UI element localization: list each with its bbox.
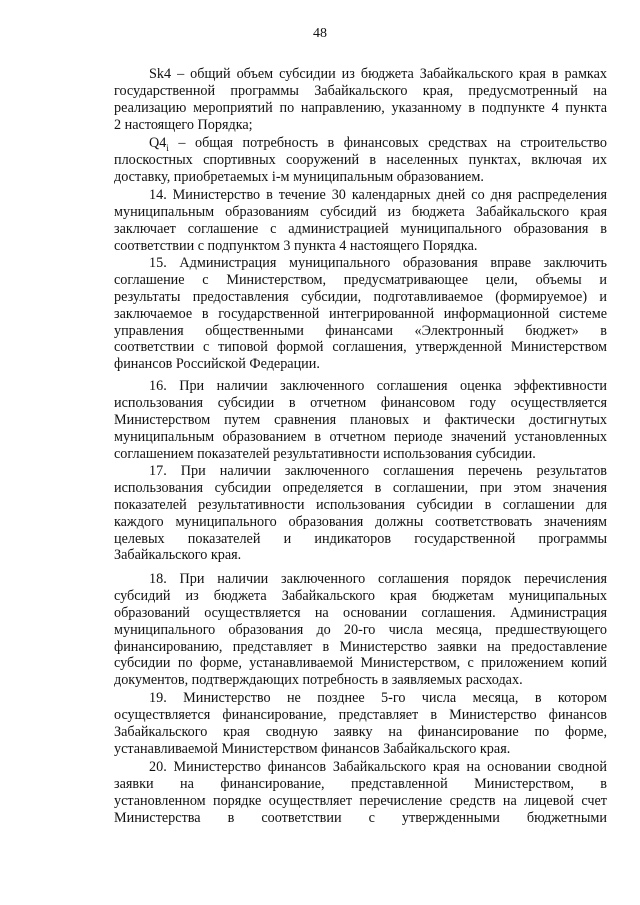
text-line: каждого муниципального образования должны соответствовать значениям: [114, 513, 607, 530]
text-line: 19. Министерство не позднее 5-го числа месяца, в котором: [149, 690, 607, 706]
text-line: субсидии по форме, устанавливаемой Министерством, с приложением копий: [114, 655, 607, 672]
paragraph-p14: [114, 187, 607, 255]
paragraph-p18: [114, 571, 607, 689]
text-line: муниципальным образованием в отчетном периоде значений установленных: [114, 428, 607, 445]
text-line: Министерством путем сравнения плановых и фактически достигнутых: [114, 411, 607, 428]
text-line: доставку, приобретаемых i-м муниципальным образованием.: [114, 168, 484, 185]
text-line: плоскостных спортивных сооружений в населенных пунктах, включая их: [114, 151, 607, 168]
text-line: государственной программы Забайкальского края, предусмотренный на: [114, 82, 607, 99]
paragraph-q4: [114, 135, 607, 186]
text-line: муниципальным образованиям субсидий из бюджета Забайкальского края: [114, 203, 607, 220]
text-line: заключает соглашение с администрацией муниципального образования в: [114, 220, 607, 237]
text-line: соглашение с Министерством, предусматривающее цели, объемы и: [114, 271, 607, 288]
text-line: заявки на финансирование, представленной Министерством, в: [114, 775, 607, 792]
text-line: использования субсидии в отчетном финансовом году осуществляется: [114, 394, 607, 411]
text-line: 15. Администрация муниципального образования вправе заключить: [149, 255, 607, 271]
page-number: 48: [313, 26, 327, 41]
text-line: заключаемое в государственной интегрированной информационной системе: [114, 305, 607, 322]
paragraph-p20: [114, 759, 607, 827]
text-line: Министерства в соответствии с утвержденными бюджетными: [114, 809, 607, 826]
text-line: соответствии с подпунктом 3 пункта 4 настоящего Порядка.: [114, 237, 478, 254]
text-line: финансированию, представляет в Министерство заявки на предоставление: [114, 638, 607, 655]
text-line: целевых показателей и индикаторов государственной программы: [114, 530, 607, 547]
text-line: соответствии с типовой формой соглашения, утвержденной Министерством: [114, 339, 607, 356]
paragraph-p17: [114, 463, 607, 564]
text-line: 16. При наличии заключенного соглашения оценка эффективности: [149, 378, 607, 394]
text-line: 14. Министерство в течение 30 календарных дней со дня распределения: [149, 187, 607, 203]
text-line: Забайкальского края сводную заявку на финансирование по форме,: [114, 723, 607, 740]
text-line: управления общественными финансами «Электронный бюджет» в: [114, 322, 607, 339]
formula-symbol: Q4: [149, 135, 167, 151]
paragraph-p15: [114, 255, 607, 373]
text-line: субсидий из бюджета Забайкальского края бюджетам муниципальных: [114, 587, 607, 604]
text-line: осуществляется финансирование, представляет в Министерство финансов: [114, 706, 607, 723]
text-line: документов, подтверждающих потребность в заявляемых расходах.: [114, 672, 523, 689]
line-text: – общая потребность в финансовых средствах на строительство: [168, 135, 607, 151]
text-line: 2 настоящего Порядка;: [114, 116, 253, 133]
text-line: Забайкальского края.: [114, 547, 242, 564]
text-line: 18. При наличии заключенного соглашения порядок перечисления: [149, 571, 607, 587]
text-line: финансов Российской Федерации.: [114, 356, 320, 373]
text-line: установленном порядке осуществляет перечисление средств на лицевой счет: [114, 792, 607, 809]
text-line: [114, 135, 607, 152]
paragraph-sk4: [114, 66, 607, 134]
text-line: показателей результативности использования субсидии в соглашении для: [114, 496, 607, 513]
text-line: образований осуществляется на основании соглашения. Администрация: [114, 604, 607, 621]
text-line: 17. При наличии заключенного соглашения перечень результатов: [149, 463, 607, 479]
paragraph-p16: [114, 378, 607, 462]
text-line: использования субсидии определяется в соглашении, при этом значения: [114, 479, 607, 496]
text-line: устанавливаемой Министерством финансов Забайкальского края.: [114, 740, 511, 757]
paragraph-p19: [114, 690, 607, 758]
text-line: соглашением показателей результативности использования субсидии.: [114, 445, 536, 462]
text-line: 20. Министерство финансов Забайкальского края на основании сводной: [149, 759, 607, 775]
text-line: Sk4 – общий объем субсидии из бюджета Забайкальского края в рамках: [149, 66, 607, 82]
formula-subscript: i: [166, 142, 169, 153]
text-line: реализацию мероприятий по направлению, указанному в подпункте 4 пункта: [114, 99, 607, 116]
text-line: муниципального образования до 20-го числа месяца, предшествующего: [114, 621, 607, 638]
text-line: результаты предоставления субсидии, подготавливаемое (формируемое) и: [114, 288, 607, 305]
